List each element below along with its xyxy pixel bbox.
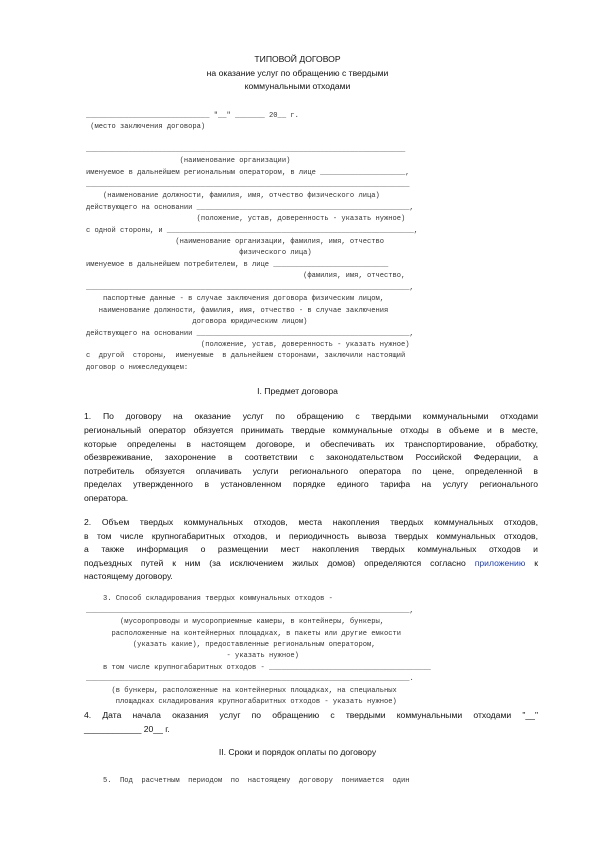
- paragraph-1-line: пределах утвержденного в установленном порядке единого тарифа на услугу регионального: [84, 479, 538, 489]
- paragraph-2-line-with-link: [84, 558, 538, 569]
- preamble-line: (фамилия, имя, отчество,: [86, 272, 406, 280]
- preamble-line: (место заключения договора): [86, 123, 206, 131]
- paragraph-3-line: ____________________________________________________________________________,: [86, 607, 414, 615]
- preamble-line: (положение, устав, доверенность - указать нужное): [86, 341, 410, 349]
- preamble-line: договор о нижеследующем:: [86, 364, 189, 372]
- preamble-line: договора юридическим лицом): [86, 318, 308, 326]
- section-1-heading: I. Предмет договора: [257, 386, 338, 396]
- preamble-line: ____________________________________________________________________________: [86, 181, 410, 189]
- preamble-line: (положение, устав, доверенность - указать нужное): [86, 215, 406, 223]
- document-subtitle-line-1: на оказание услуг по обращению с твердыми: [206, 68, 389, 78]
- preamble-line: с другой стороны, именуемые в дальнейшем сторонами, заключили настоящий: [86, 352, 406, 360]
- paragraph-2-line: в том числе крупногабаритных отходов, и периодичность вывоза твердых коммунальных отходов,: [84, 531, 538, 541]
- paragraph-3-line: (мусоропроводы и мусороприемные камеры, в контейнеры, бункеры,: [86, 618, 384, 626]
- paragraph-4-line: 4. Дата начала оказания услуг по обращению с твердыми коммунальными отходами "__": [84, 710, 538, 720]
- preamble-line: ____________________________________________________________________________,: [86, 284, 414, 292]
- preamble-line: (наименование организации): [86, 157, 291, 165]
- paragraph-3-line: расположенные на контейнерных площадках, в пакеты или другие емкости: [86, 630, 402, 638]
- paragraph-1-line: обезвреживание, захоронение в соответствии с законодательством Российской Федерации, а: [84, 452, 538, 462]
- preamble-line: (наименование организации, фамилия, имя, отчество: [86, 238, 384, 246]
- paragraph-1-line: оператора.: [84, 493, 129, 503]
- paragraph-2-line: 2. Объем твердых коммунальных отходов, места накопления твердых коммунальных отходов,: [84, 517, 538, 527]
- preamble-line: ___________________________________________________________________________: [86, 146, 406, 154]
- preamble-line: паспортные данные - в случае заключения договора физическим лицом,: [86, 295, 384, 303]
- preamble-line: _____________________________ "__" _______ 20__ г.: [86, 112, 299, 120]
- preamble-line: действующего на основании __________________________________________________,: [86, 330, 414, 338]
- paragraph-3-line: (указать какие), предоставленные региональным оператором,: [86, 641, 376, 649]
- paragraph-3-line: площадках складирования крупногабаритных отходов - указать нужное): [86, 698, 397, 706]
- document-title: ТИПОВОЙ ДОГОВОР: [254, 54, 341, 64]
- paragraph-3-line: (в бункеры, расположенные на контейнерных площадках, на специальных: [86, 687, 397, 695]
- paragraph-3-line: - указать нужное): [86, 652, 299, 660]
- preamble-line: именуемое в дальнейшем региональным оператором, в лице ____________________,: [86, 169, 410, 177]
- paragraph-3-line: в том числе крупногабаритных отходов - ______________________________________: [86, 664, 431, 672]
- preamble-line: физического лица): [86, 249, 312, 257]
- paragraph-1-line: региональный оператор обязуется принимать твердые коммунальные отходы в объеме и в месте,: [84, 425, 538, 435]
- preamble-line: наименование должности, фамилия, имя, отчество - в случае заключения: [86, 307, 389, 315]
- paragraph-1-line: потребитель обязуется оплачивать услуги регионального оператора по цене, определенной в: [84, 466, 538, 476]
- paragraph-2-text: подъездных путей к ним (за исключением жилых домов) определяются согласно: [84, 558, 475, 568]
- section-2-heading: II. Сроки и порядок оплаты по договору: [218, 747, 377, 757]
- paragraph-2-line: а также информация о размещении мест накопления твердых коммунальных отходов и: [84, 544, 538, 554]
- preamble-line: именуемое в дальнейшем потребителем, в лице ___________________________: [86, 261, 389, 269]
- paragraph-1-line: 1. По договору на оказание услуг по обращению с твердыми коммунальными отходами: [84, 411, 538, 421]
- paragraph-1-line: которые определены в настоящем договоре, и обеспечивать их транспортирование, обработку,: [84, 439, 538, 449]
- preamble-line: действующего на основании __________________________________________________,: [86, 204, 414, 212]
- paragraph-4-line: ____________ 20__ г.: [84, 724, 170, 734]
- paragraph-3-line: 3. Способ складирования твердых коммунальных отходов -: [86, 595, 333, 603]
- paragraph-2-line: настоящему договору.: [84, 571, 173, 581]
- preamble-line: с одной стороны, и __________________________________________________________,: [86, 227, 419, 235]
- document-subtitle-line-2: коммунальными отходами: [244, 81, 351, 91]
- appendix-link[interactable]: приложению: [474, 558, 526, 568]
- paragraph-2-text: к: [525, 558, 538, 568]
- preamble-line: (наименование должности, фамилия, имя, отчество физического лица): [86, 192, 380, 200]
- paragraph-3-line: ____________________________________________________________________________.: [86, 675, 414, 683]
- paragraph-5-line: 5. Под расчетным периодом по настоящему договору понимается один: [86, 777, 410, 785]
